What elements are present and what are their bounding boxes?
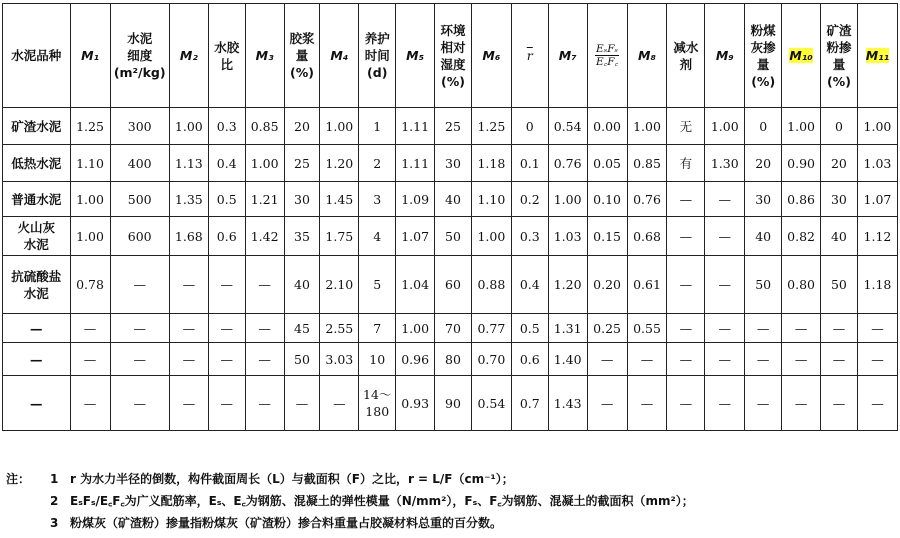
header-curing: 养护 时间 (d) xyxy=(359,4,396,108)
table-cell: 1.18 xyxy=(471,145,511,182)
header-humidity: 环境 相对 湿度 (%) xyxy=(435,4,472,108)
coefficient-table xyxy=(2,3,898,431)
r-bar-symbol: $\overline{r}$ xyxy=(526,48,533,63)
table-cell: 0.78 xyxy=(70,256,110,314)
table-cell: — xyxy=(70,314,110,343)
table-cell: 600 xyxy=(110,217,169,256)
note-3 xyxy=(6,512,896,534)
table-cell: 0.25 xyxy=(587,314,627,343)
table-cell: 0.05 xyxy=(587,145,627,182)
table-cell: 30 xyxy=(821,182,858,217)
table-cell: 1.00 xyxy=(320,108,359,145)
table-cell: 50 xyxy=(745,256,782,314)
table-cell: 7 xyxy=(359,314,396,343)
table-cell: 0.76 xyxy=(548,145,587,182)
table-cell: 无 xyxy=(667,108,705,145)
ratio-fraction xyxy=(595,43,619,68)
header-fineness: 水泥 细度 (m²/kg) xyxy=(110,4,169,108)
table-cell: 0.15 xyxy=(587,217,627,256)
table-cell: 0.2 xyxy=(511,182,548,217)
table-cell: — xyxy=(587,376,627,431)
table-cell: 0.76 xyxy=(627,182,667,217)
table-cell: — xyxy=(245,314,284,343)
header-m7: M₇ xyxy=(548,4,587,108)
table-cell: — xyxy=(284,376,320,431)
table-cell: 1.04 xyxy=(396,256,435,314)
table-cell: 0.54 xyxy=(471,376,511,431)
header-m9: M₉ xyxy=(705,4,745,108)
cement-type-cell: — xyxy=(3,314,71,343)
table-cell: — xyxy=(821,343,858,376)
table-cell: 0.3 xyxy=(208,108,245,145)
table-cell: — xyxy=(821,376,858,431)
table-cell: 4 xyxy=(359,217,396,256)
table-cell: 1.10 xyxy=(471,182,511,217)
table-cell: 1.25 xyxy=(471,108,511,145)
table-cell: — xyxy=(667,314,705,343)
table-cell: 0.77 xyxy=(471,314,511,343)
table-cell: 0.00 xyxy=(587,108,627,145)
table-cell: 0 xyxy=(821,108,858,145)
table-cell: — xyxy=(667,217,705,256)
table-cell: 0.88 xyxy=(471,256,511,314)
table-cell: 1.00 xyxy=(857,108,897,145)
table-cell: — xyxy=(110,314,169,343)
table-cell: 2.10 xyxy=(320,256,359,314)
table-cell: — xyxy=(208,376,245,431)
table-row xyxy=(3,256,898,314)
table-cell: 1.13 xyxy=(169,145,208,182)
ratio-numerator: EₛFₛ xyxy=(596,42,619,55)
table-cell: 1.40 xyxy=(548,343,587,376)
table-cell: 35 xyxy=(284,217,320,256)
header-slag: 矿渣 粉掺 量 (%) xyxy=(821,4,858,108)
table-cell: 1.68 xyxy=(169,217,208,256)
table-cell: — xyxy=(70,376,110,431)
table-cell: — xyxy=(705,217,745,256)
table-cell: — xyxy=(782,376,821,431)
table-cell: 25 xyxy=(284,145,320,182)
header-cement-type: 水泥品种 xyxy=(3,4,71,108)
table-cell: 0.1 xyxy=(511,145,548,182)
table-cell: — xyxy=(821,314,858,343)
table-cell: 1.00 xyxy=(782,108,821,145)
table-cell: 0.5 xyxy=(511,314,548,343)
note-2 xyxy=(6,490,896,512)
table-cell: — xyxy=(70,343,110,376)
table-cell: 30 xyxy=(435,145,472,182)
table-cell: 0.96 xyxy=(396,343,435,376)
table-cell: 500 xyxy=(110,182,169,217)
table-cell: 1.21 xyxy=(245,182,284,217)
header-reinforcement-ratio xyxy=(587,4,627,108)
table-cell: — xyxy=(208,343,245,376)
notes-prefix: 注： xyxy=(6,472,31,486)
table-cell: 1.12 xyxy=(857,217,897,256)
table-cell: 2.55 xyxy=(320,314,359,343)
table-cell: 0.68 xyxy=(627,217,667,256)
table-cell: 45 xyxy=(284,314,320,343)
table-cell: — xyxy=(782,343,821,376)
table-cell: — xyxy=(667,376,705,431)
table-cell: — xyxy=(208,256,245,314)
table-cell: 有 xyxy=(667,145,705,182)
table-cell: 1.42 xyxy=(245,217,284,256)
table-cell: 1.00 xyxy=(70,182,110,217)
note-1 xyxy=(6,468,896,490)
header-m4: M₄ xyxy=(320,4,359,108)
table-row xyxy=(3,343,898,376)
header-m2: M₂ xyxy=(169,4,208,108)
table-cell: 0 xyxy=(511,108,548,145)
header-m1: M₁ xyxy=(70,4,110,108)
cement-type-cell: — xyxy=(3,376,71,431)
table-cell: 1.00 xyxy=(245,145,284,182)
cement-type-cell: 低热水泥 xyxy=(3,145,71,182)
table-cell: 25 xyxy=(435,108,472,145)
table-row xyxy=(3,217,898,256)
table-cell: — xyxy=(320,376,359,431)
table-cell: 1.00 xyxy=(471,217,511,256)
table-cell: — xyxy=(745,314,782,343)
table-cell: — xyxy=(705,314,745,343)
table-cell: 1.35 xyxy=(169,182,208,217)
table-cell: 0.10 xyxy=(587,182,627,217)
table-cell: 0.85 xyxy=(245,108,284,145)
table-cell: 10 xyxy=(359,343,396,376)
table-cell: 2 xyxy=(359,145,396,182)
table-cell: 0.61 xyxy=(627,256,667,314)
table-cell: — xyxy=(627,376,667,431)
table-cell: — xyxy=(627,343,667,376)
table-cell: 0.93 xyxy=(396,376,435,431)
ratio-denominator: E꜀F꜀ xyxy=(595,55,619,68)
table-cell: 40 xyxy=(821,217,858,256)
table-cell: 3 xyxy=(359,182,396,217)
header-fly-ash: 粉煤 灰掺 量 (%) xyxy=(745,4,782,108)
table-cell: 1.43 xyxy=(548,376,587,431)
table-cell: 1.11 xyxy=(396,108,435,145)
table-cell: 1.10 xyxy=(70,145,110,182)
table-cell: — xyxy=(110,343,169,376)
table-cell: 1.00 xyxy=(396,314,435,343)
table-cell: 0.54 xyxy=(548,108,587,145)
cement-type-cell: 普通水泥 xyxy=(3,182,71,217)
table-cell: 0.80 xyxy=(782,256,821,314)
table-cell: 1.00 xyxy=(627,108,667,145)
header-m11 xyxy=(857,4,897,108)
table-container xyxy=(2,3,898,431)
table-cell: 1.30 xyxy=(705,145,745,182)
note-text: r 为水力半径的倒数，构件截面周长（L）与截面积（F）之比，r = L/F（cm⁻¹）； xyxy=(70,472,514,486)
cement-type-cell: 火山灰 水泥 xyxy=(3,217,71,256)
table-cell: 1.03 xyxy=(857,145,897,182)
table-cell: 0.4 xyxy=(208,145,245,182)
note-text: 粉煤灰（矿渣粉）掺量指粉煤灰（矿渣粉）掺合料重量占胶凝材料总重的百分数。 xyxy=(70,516,503,530)
table-cell: 0.82 xyxy=(782,217,821,256)
table-cell: — xyxy=(208,314,245,343)
table-cell: 1.07 xyxy=(857,182,897,217)
table-cell: — xyxy=(857,376,897,431)
table-row xyxy=(3,376,898,431)
table-cell: 0.20 xyxy=(587,256,627,314)
table-cell: — xyxy=(667,182,705,217)
table-cell: 0.55 xyxy=(627,314,667,343)
table-cell: — xyxy=(705,256,745,314)
header-m3: M₃ xyxy=(245,4,284,108)
table-cell: 1.31 xyxy=(548,314,587,343)
table-cell: 1.00 xyxy=(705,108,745,145)
table-cell: — xyxy=(245,343,284,376)
table-cell: 80 xyxy=(435,343,472,376)
table-cell: — xyxy=(705,376,745,431)
cement-type-cell: 抗硫酸盐 水泥 xyxy=(3,256,71,314)
table-cell: 0.6 xyxy=(208,217,245,256)
table-cell: 1.20 xyxy=(320,145,359,182)
table-cell: 0.5 xyxy=(208,182,245,217)
header-m6: M₆ xyxy=(471,4,511,108)
table-cell: 40 xyxy=(435,182,472,217)
table-cell: 1.09 xyxy=(396,182,435,217)
table-cell: — xyxy=(857,314,897,343)
table-cell: 20 xyxy=(284,108,320,145)
header-m10 xyxy=(782,4,821,108)
table-cell: 0.70 xyxy=(471,343,511,376)
table-cell: — xyxy=(169,343,208,376)
note-text: EₛFₛ/E꜀F꜀为广义配筋率，Eₛ、E꜀为钢筋、混凝土的弹性模量（N/mm²），Fₛ、F꜀为钢筋、混凝土的截面积（mm²）； xyxy=(70,494,694,508)
table-cell: 5 xyxy=(359,256,396,314)
table-cell: 1.11 xyxy=(396,145,435,182)
table-cell: — xyxy=(110,256,169,314)
table-cell: 1.00 xyxy=(70,217,110,256)
header-m5: M₅ xyxy=(396,4,435,108)
table-cell: 3.03 xyxy=(320,343,359,376)
table-cell: 0.90 xyxy=(782,145,821,182)
table-cell: 40 xyxy=(284,256,320,314)
table-cell: 70 xyxy=(435,314,472,343)
highlight-m10: M₁₀ xyxy=(789,48,813,63)
table-cell: 50 xyxy=(284,343,320,376)
table-cell: — xyxy=(587,343,627,376)
table-cell: 1.18 xyxy=(857,256,897,314)
table-cell: — xyxy=(245,256,284,314)
table-cell: 0.7 xyxy=(511,376,548,431)
table-cell: 1.03 xyxy=(548,217,587,256)
table-row xyxy=(3,145,898,182)
table-cell: 0 xyxy=(745,108,782,145)
table-cell: — xyxy=(745,343,782,376)
table-cell: 1.20 xyxy=(548,256,587,314)
table-cell: 40 xyxy=(745,217,782,256)
table-cell: 30 xyxy=(745,182,782,217)
table-cell: — xyxy=(667,256,705,314)
table-cell: 1.25 xyxy=(70,108,110,145)
table-cell: — xyxy=(169,376,208,431)
table-cell: 30 xyxy=(284,182,320,217)
table-cell: 90 xyxy=(435,376,472,431)
cement-type-cell: 矿渣水泥 xyxy=(3,108,71,145)
table-cell: — xyxy=(110,376,169,431)
table-cell: 1.07 xyxy=(396,217,435,256)
table-cell: 0.3 xyxy=(511,217,548,256)
table-cell: — xyxy=(169,256,208,314)
table-cell: 1 xyxy=(359,108,396,145)
table-cell: 1.00 xyxy=(548,182,587,217)
table-cell: 14～ 180 xyxy=(359,376,396,431)
table-cell: 300 xyxy=(110,108,169,145)
table-cell: 1.00 xyxy=(169,108,208,145)
table-cell: — xyxy=(705,343,745,376)
table-row xyxy=(3,108,898,145)
table-cell: 1.75 xyxy=(320,217,359,256)
table-cell: — xyxy=(667,343,705,376)
table-cell: 50 xyxy=(821,256,858,314)
header-m8: M₈ xyxy=(627,4,667,108)
header-row xyxy=(3,4,898,108)
table-cell: — xyxy=(782,314,821,343)
table-cell: 400 xyxy=(110,145,169,182)
header-r-bar xyxy=(511,4,548,108)
table-row xyxy=(3,182,898,217)
header-paste: 胶浆 量 (%) xyxy=(284,4,320,108)
table-cell: — xyxy=(857,343,897,376)
header-admixture: 减水 剂 xyxy=(667,4,705,108)
table-cell: — xyxy=(705,182,745,217)
table-cell: 0.85 xyxy=(627,145,667,182)
note-number: 1 xyxy=(50,472,59,486)
table-cell: 20 xyxy=(745,145,782,182)
note-number: 3 xyxy=(50,516,59,530)
table-cell: 60 xyxy=(435,256,472,314)
table-body xyxy=(3,108,898,431)
table-notes xyxy=(6,468,896,534)
table-cell: — xyxy=(245,376,284,431)
table-cell: — xyxy=(169,314,208,343)
header-water-binder: 水胶 比 xyxy=(208,4,245,108)
table-cell: 1.45 xyxy=(320,182,359,217)
table-cell: — xyxy=(745,376,782,431)
table-cell: 0.6 xyxy=(511,343,548,376)
cement-type-cell: — xyxy=(3,343,71,376)
note-number: 2 xyxy=(50,494,59,508)
table-cell: 0.86 xyxy=(782,182,821,217)
table-cell: 50 xyxy=(435,217,472,256)
table-cell: 0.4 xyxy=(511,256,548,314)
table-cell: 20 xyxy=(821,145,858,182)
table-row xyxy=(3,314,898,343)
highlight-m11: M₁₁ xyxy=(865,48,890,63)
